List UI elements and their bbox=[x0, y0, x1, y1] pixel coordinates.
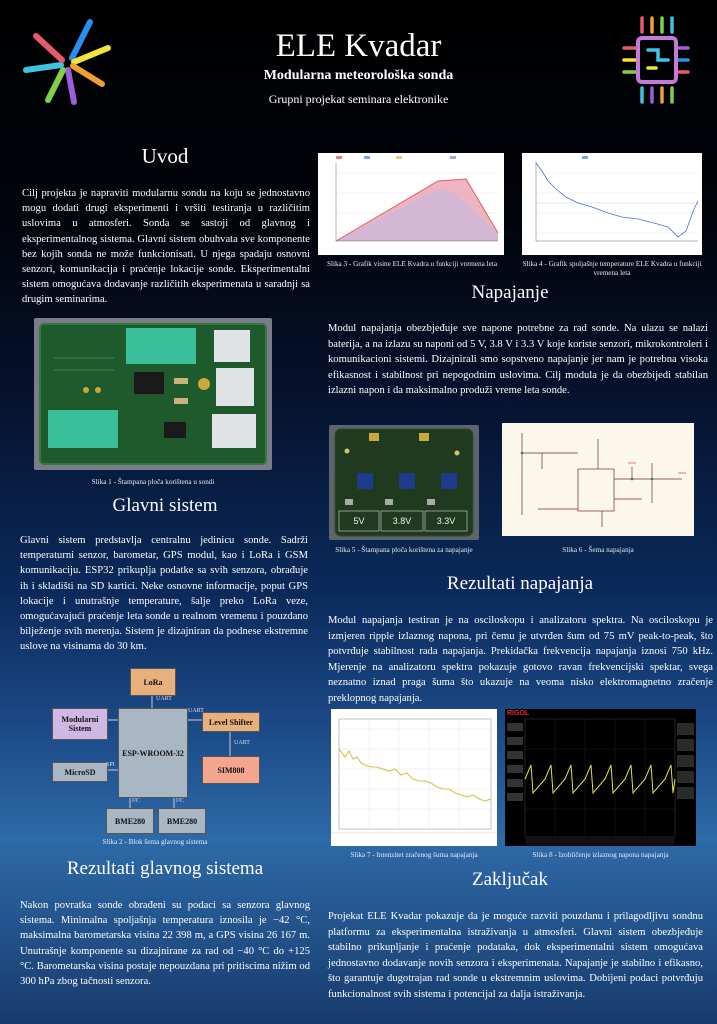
slika8-caption: Slika 8 - Izobličenje izlaznog napona napajanja bbox=[532, 851, 669, 859]
poster-subtitle: Modularna meteorološka sonda bbox=[263, 68, 454, 83]
altitude-chart bbox=[318, 153, 504, 255]
i2c-label-2: I²C bbox=[176, 798, 184, 804]
block-level-shifter: Level Shifter bbox=[202, 712, 260, 732]
block-bme280-2: BME280 bbox=[158, 808, 206, 834]
poster-title: ELE Kvadar bbox=[275, 28, 442, 64]
uvod-heading: Uvod bbox=[141, 144, 189, 168]
block-microsd: MicroSD bbox=[52, 762, 108, 782]
power-pcb-image bbox=[329, 425, 479, 540]
glavni-heading: Glavni sistem bbox=[112, 495, 218, 516]
uart-label-lora: UART bbox=[156, 696, 172, 702]
glavni-text: Glavni sistem predstavlja centralnu jedinicu sonde. Sadrži temperaturni senzor, barometar, GPS modul, kao i LoRa i GSM komunikaciju. ESP32 prikuplja podatke sa svih senzora, obrađuje ih i skladišti na SD kartici. Neke osnovne informacije, poput GPS lokacije i unutrašnje temperature, šalje preko LoRa veze, omogućavajući praćenje leta sonde u realnom vremenu i pouzdano bilježenje svih merenja. Sistem je dizajniran da podnese ekstremne uslove na visinama do 30 km. bbox=[20, 535, 308, 653]
block-modular: Modularni Sistem bbox=[52, 708, 108, 740]
slika5-caption: Slika 5 - Štampana ploča korištena za napajanje bbox=[335, 546, 473, 554]
power-schematic bbox=[502, 423, 694, 536]
i2c-label-1: I²C bbox=[132, 798, 140, 804]
uvod-text: Cilj projekta je napraviti modularnu sondu na koju se jednostavno mogu dodati drugi eksperimenti i vršiti testiranja u različitim uslovima u atmosferi. Sonda se sastoji od glavnog i eksperimentalnog sistema. Glavni sistem obuhvata sve komponente bez kojih sonda ne može funkcionisati. U njega spadaju osnovni senzori, komunikacija i praćenje lokacije sonde. Eksperimentalni sistem omogućava dodavanje različitih eksperimenata u saradnji sa drugim seminarima. bbox=[22, 188, 310, 306]
napajanje-heading: Napajanje bbox=[471, 282, 549, 303]
block-esp32: ESP-WROOM-32 bbox=[118, 708, 188, 798]
oscilloscope-screen bbox=[505, 709, 696, 846]
slika3-caption: Slika 3 - Grafik visine ELE Kvadra u funkciji vremena leta bbox=[326, 260, 498, 268]
block-bme280-1: BME280 bbox=[106, 808, 154, 834]
main-pcb-image bbox=[34, 318, 272, 470]
rezultati-napajanja-heading: Rezultati napajanja bbox=[446, 573, 594, 594]
slika4-caption: Slika 4 - Grafik spoljašnje temperature ELE Kvadra u funkciji vremena leta bbox=[522, 260, 702, 277]
block-diagram bbox=[50, 668, 260, 834]
uart-label-sim: UART bbox=[234, 740, 250, 746]
slika7-caption: Slika 7 - Intenzitet zračenog šuma napajanja bbox=[350, 851, 478, 859]
block-sim808: SIM808 bbox=[202, 756, 260, 784]
rezultati-glavnog-heading: Rezultati glavnog sistema bbox=[66, 858, 264, 879]
pcb-label-5v: 5V bbox=[353, 516, 365, 526]
pcb-label-3v3: 3.3V bbox=[436, 516, 456, 526]
rigol-brand: RIGOL bbox=[507, 710, 530, 717]
uart-label-shifter: UART bbox=[188, 708, 204, 714]
napajanje-text: Modul napajanja obezbjeđuje sve napone potrebne za rad sonde. Na ulazu se nalazi baterija, a na izlazu su naponi od 5 V, 3.8 V i 3.3 V koje koriste senzori, mikrokontroleri i komunikacioni sistemi. Dizajnirali smo sopstveno napajanje jer nam je potrebna visoka efikasnost i stabilnost pri nepogodnim uslovima. Cilj modula je da obezbijedi stabilan izlazni napon i da maksimalno produži vreme leta sonde. bbox=[328, 323, 708, 397]
slika2-caption: Slika 2 - Blok šema glavnog sistema bbox=[102, 838, 208, 846]
poster-tagline: Grupni projekat seminara elektronike bbox=[268, 92, 449, 106]
temperature-chart bbox=[522, 153, 702, 255]
zakljucak-text: Projekat ELE Kvadar pokazuje da je moguće razviti pouzdanu i prilagodljivu sondnu platformu za eksperimentalna istraživanja u atmosferi. Glavni sistem obezbjeđuje stabilno prikupljanje i praćenje podataka, dok eksperimentalni sistem omogućava jednostavno dodavanje novih senzora i eksperimenata. Napajanje je stabilno i efikasno, što garantuje dugotrajan rad sonde u ekstremnim uslovima. Dobijeni podaci potvrđuju funkcionalnost svih sistema i potencijal za dalja istraživanja. bbox=[328, 911, 703, 1000]
block-lora: LoRa bbox=[130, 668, 176, 696]
pcb-label-3v8: 3.8V bbox=[392, 516, 412, 526]
spectrum-plot bbox=[331, 709, 497, 846]
rezultati-napajanja-text: Modul napajanja testiran je na osciloskopu i analizatoru spektra. Na osciloskopu je izmjeren ripple izlaznog napona, pri čemu je utvrđen šum od 75 mV peak-to-peak, što potvrđuje stabilnost rada napajanja. Prekidačka frekvencija napajanja iznosi 750 kHz. Mjerenje na analizatoru spektra pokazuje gotovo ravan frekvencijski spektar, svega neznatno iznad praga šuma što ukazuje na veoma nisko elektromagnetno zračenje preklopnog napajanja. bbox=[328, 615, 713, 704]
spi-label: SPI bbox=[106, 762, 115, 768]
zakljucak-heading: Zaključak bbox=[472, 869, 548, 890]
slika1-caption: Slika 1 - Štampana ploča korištena u sondi bbox=[91, 478, 215, 486]
slika6-caption: Slika 6 - Šema napajanja bbox=[562, 546, 634, 554]
rezultati-glavnog-text: Nakon povratka sonde obrađeni su podaci sa senzora glavnog sistema. Minimalna spoljašnja temperatura iznosila je −42 °C, maksimalna barometarska visina 22 398 m, a GPS visina 26 167 m. Unutrašnje komponente su dizajnirane za rad od −40 °C do +125 °C. Barometarska visina postaje nepouzdana pri pritiscima nižim od 300 hPa zbog tačnosti senzora. bbox=[20, 900, 310, 988]
